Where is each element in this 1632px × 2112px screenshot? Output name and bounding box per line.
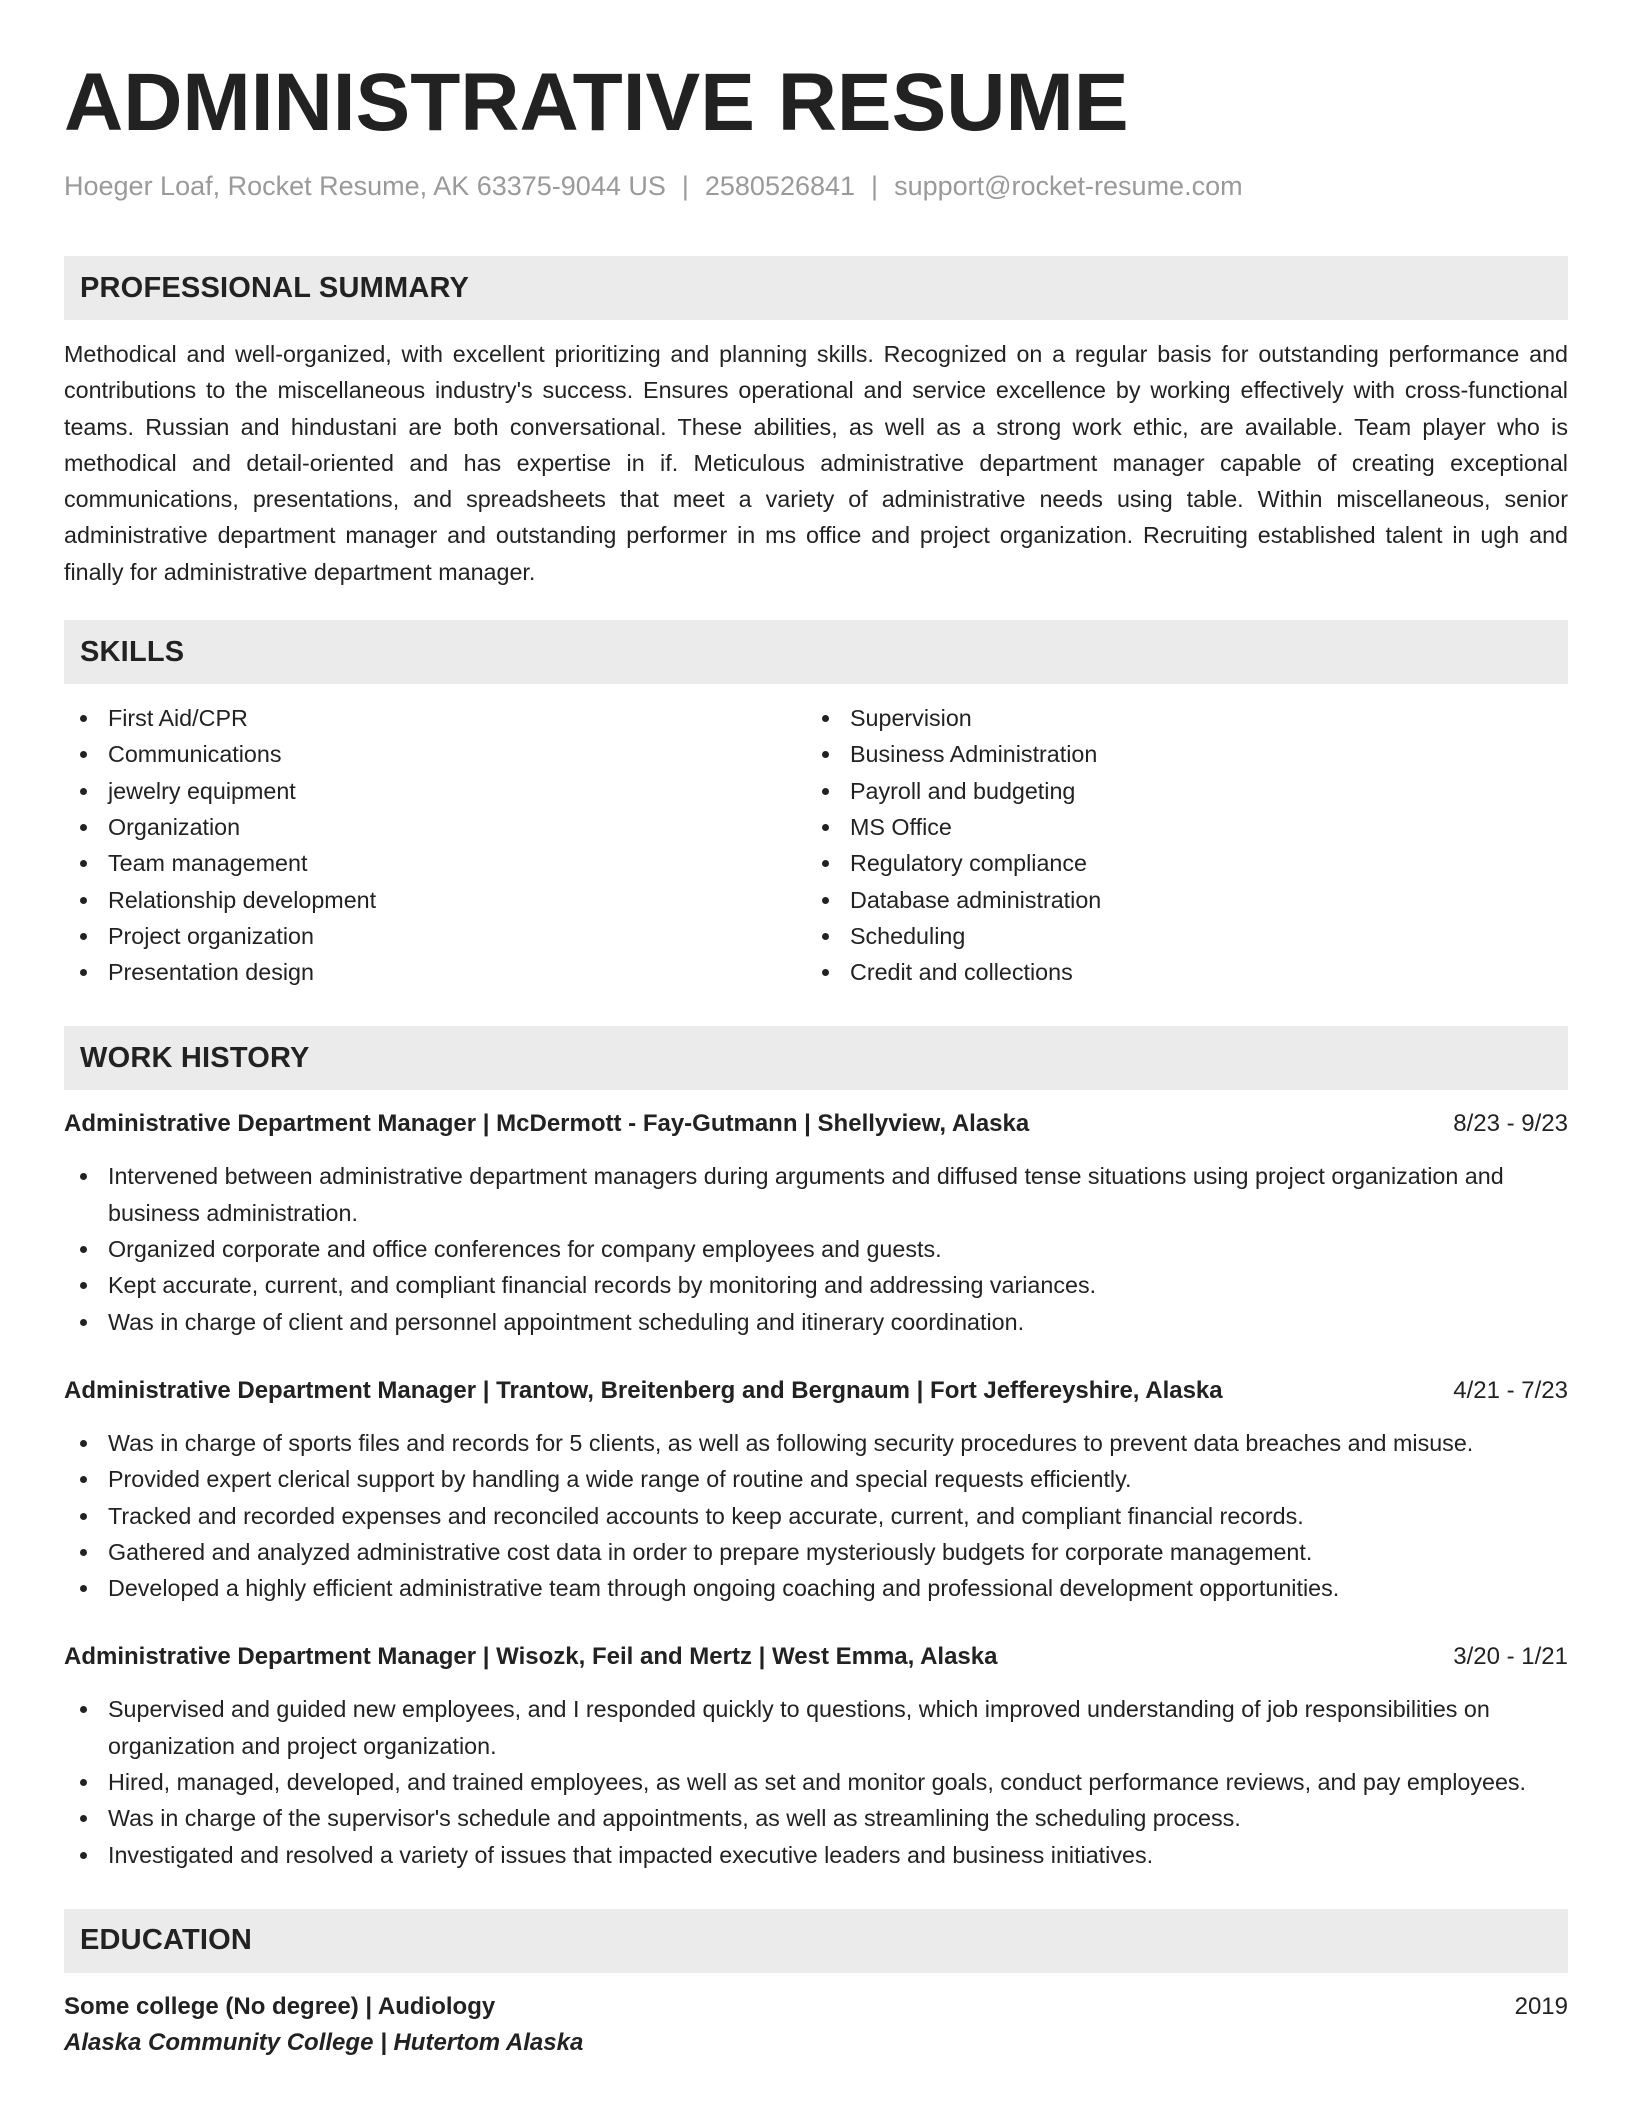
job-title: Administrative Department Manager | McDermott - Fay-Gutmann | Shellyview, Alaska (64, 1110, 1030, 1138)
job-bullet: Organized corporate and office conferences for company employees and guests. (64, 1231, 1568, 1267)
section-heading-skills: SKILLS (64, 620, 1568, 684)
skill-item: Presentation design (64, 954, 806, 990)
job-dates: 3/20 - 1/21 (1453, 1643, 1568, 1671)
job-bullet: Tracked and recorded expenses and reconciled accounts to keep accurate, current, and compliant financial records. (64, 1498, 1568, 1534)
skills-column-right (806, 700, 1548, 990)
job-entry (64, 1373, 1568, 1606)
skill-item: MS Office (806, 809, 1548, 845)
job-dates: 8/23 - 9/23 (1453, 1110, 1568, 1138)
skill-item: Scheduling (806, 918, 1548, 954)
job-bullet: Hired, managed, developed, and trained employees, as well as set and monitor goals, conduct performance reviews, and pay employees. (64, 1764, 1568, 1800)
job-bullet: Provided expert clerical support by handling a wide range of routine and special requests efficiently. (64, 1461, 1568, 1497)
job-bullets (64, 1425, 1568, 1606)
skill-item: Team management (64, 845, 806, 881)
job-bullet: Supervised and guided new employees, and I responded quickly to questions, which improved understanding of job responsibilities on organization and project organization. (64, 1691, 1568, 1764)
contact-email: support@rocket-resume.com (894, 170, 1243, 201)
summary-text: Methodical and well-organized, with excellent prioritizing and planning skills. Recognized on a regular basis for outstanding performance and contributions to the miscellaneous industry's success. Ensures operational and service excellence by working effectively with cross-functional teams. Russian and hindustani are both conversational. These abilities, as well as a strong work ethic, are available. Team player who is methodical and detail-oriented and has expertise in if. Meticulous administrative department manager capable of creating exceptional communications, presentations, and spreadsheets that meet a variety of administrative needs using table. Within miscellaneous, senior administrative department manager and outstanding performer in ms office and project organization. Recruiting established talent in ugh and finally for administrative department manager. (64, 341, 1568, 585)
contact-separator: | (871, 170, 879, 201)
job-bullet: Was in charge of client and personnel appointment scheduling and itinerary coordination. (64, 1304, 1568, 1340)
skill-item: Database administration (806, 882, 1548, 918)
contact-line (64, 168, 1568, 204)
skill-item: Relationship development (64, 882, 806, 918)
education-school: Alaska Community College | Hutertom Alaska (64, 2028, 584, 2056)
job-bullet: Developed a highly efficient administrative team through ongoing coaching and professional development opportunities. (64, 1570, 1568, 1606)
skill-item: Credit and collections (806, 954, 1548, 990)
job-bullet: Intervened between administrative department managers during arguments and diffused tense situations using project organization and business administration. (64, 1158, 1568, 1231)
education-header (64, 1989, 1568, 2025)
job-entry (64, 1106, 1568, 1339)
resume-title: ADMINISTRATIVE RESUME (64, 57, 1129, 148)
skill-item: Supervision (806, 700, 1548, 736)
job-bullet: Was in charge of the supervisor's schedule and appointments, as well as streamlining the scheduling process. (64, 1800, 1568, 1836)
job-bullets (64, 1691, 1568, 1872)
contact-address: Hoeger Loaf, Rocket Resume, AK 63375-9044 US (64, 170, 666, 201)
contact-phone: 2580526841 (704, 170, 856, 201)
job-bullet: Was in charge of sports files and records for 5 clients, as well as following security procedures to prevent data breaches and misuse. (64, 1425, 1568, 1461)
section-heading-summary: PROFESSIONAL SUMMARY (64, 256, 1568, 320)
job-bullet: Kept accurate, current, and compliant financial records by monitoring and addressing variances. (64, 1267, 1568, 1303)
skills-column-left (64, 700, 806, 990)
job-bullet: Gathered and analyzed administrative cost data in order to prepare mysteriously budgets for corporate management. (64, 1534, 1568, 1570)
job-dates: 4/21 - 7/23 (1453, 1376, 1568, 1404)
job-header (64, 1106, 1568, 1142)
skill-item: Business Administration (806, 736, 1548, 772)
job-bullet: Investigated and resolved a variety of issues that impacted executive leaders and business initiatives. (64, 1837, 1568, 1873)
skills-list (64, 700, 1568, 990)
skill-item: jewelry equipment (64, 773, 806, 809)
job-header (64, 1373, 1568, 1409)
skill-item: Project organization (64, 918, 806, 954)
resume-page (64, 0, 1568, 2061)
job-title: Administrative Department Manager | Trantow, Breitenberg and Bergnaum | Fort Jeffereyshire, Alaska (64, 1376, 1223, 1404)
skill-item: Organization (64, 809, 806, 845)
job-entry (64, 1639, 1568, 1872)
education-year: 2019 (1514, 1992, 1568, 2020)
skill-item: First Aid/CPR (64, 700, 806, 736)
skill-item: Communications (64, 736, 806, 772)
section-heading-education: EDUCATION (64, 1909, 1568, 1973)
job-bullets (64, 1158, 1568, 1339)
contact-separator: | (681, 170, 689, 201)
section-heading-work-history: WORK HISTORY (64, 1026, 1568, 1090)
education-entry (64, 1989, 1568, 2061)
skill-item: Payroll and budgeting (806, 773, 1548, 809)
job-title: Administrative Department Manager | Wisozk, Feil and Mertz | West Emma, Alaska (64, 1643, 998, 1671)
skill-item: Regulatory compliance (806, 845, 1548, 881)
education-degree: Some college (No degree) | Audiology (64, 1992, 496, 2020)
job-header (64, 1639, 1568, 1675)
